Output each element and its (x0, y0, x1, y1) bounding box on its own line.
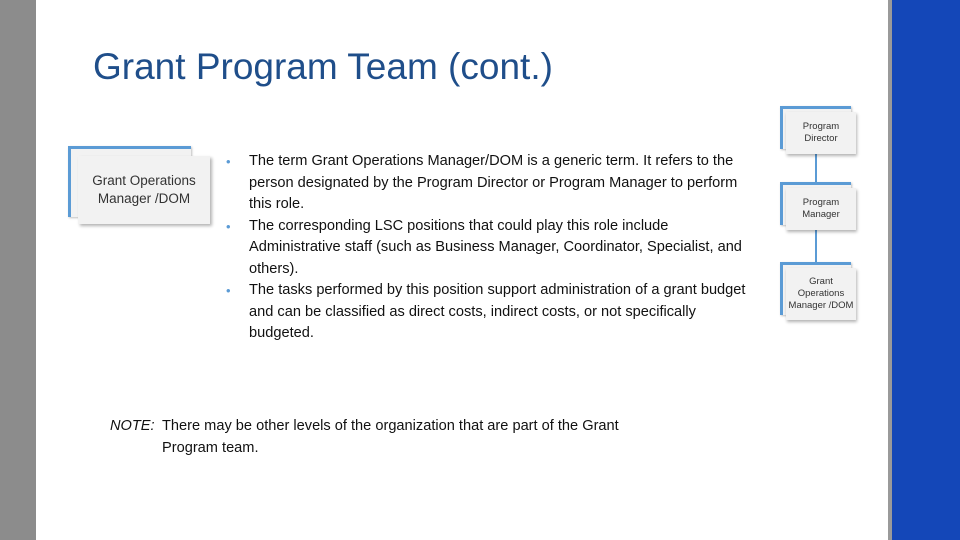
hierarchy-node-label: Program Manager (786, 188, 856, 230)
role-card-label: Grant Operations Manager /DOM (78, 156, 210, 224)
note (110, 416, 710, 459)
hierarchy-node-grant-operations-manager (780, 262, 856, 320)
note-label: NOTE: (110, 418, 155, 434)
hierarchy-node-program-manager (780, 182, 856, 230)
hierarchy-node-label: Program Director (786, 112, 856, 154)
hierarchy-node-program-director (780, 106, 856, 154)
hierarchy-node-label: Grant Operations Manager /DOM (786, 268, 856, 320)
bullet-item: • The tasks performed by this position support administration of a grant budget and can be classified as direct costs, indirect costs, or not specifically budgeted. (226, 280, 746, 345)
note-text-1: There may be other levels of the organization that are part of the Grant (162, 418, 619, 434)
bullet-item: • The corresponding LSC positions that could play this role include Administrative staff (such as Business Manager, Coordinator, Specialist, and others). (226, 216, 746, 281)
bullet-list (226, 151, 746, 345)
slide-title: Grant Program Team (cont.) (93, 46, 553, 87)
right-blue-band (892, 0, 960, 540)
role-card (68, 146, 216, 228)
note-line-1 (110, 416, 710, 438)
left-decorative-bar (0, 0, 36, 540)
note-text-2: Program team. (162, 439, 259, 456)
bullet-item: • The term Grant Operations Manager/DOM is a generic term. It refers to the person designated by the Program Director or Program Manager to perform this role. (226, 151, 746, 216)
